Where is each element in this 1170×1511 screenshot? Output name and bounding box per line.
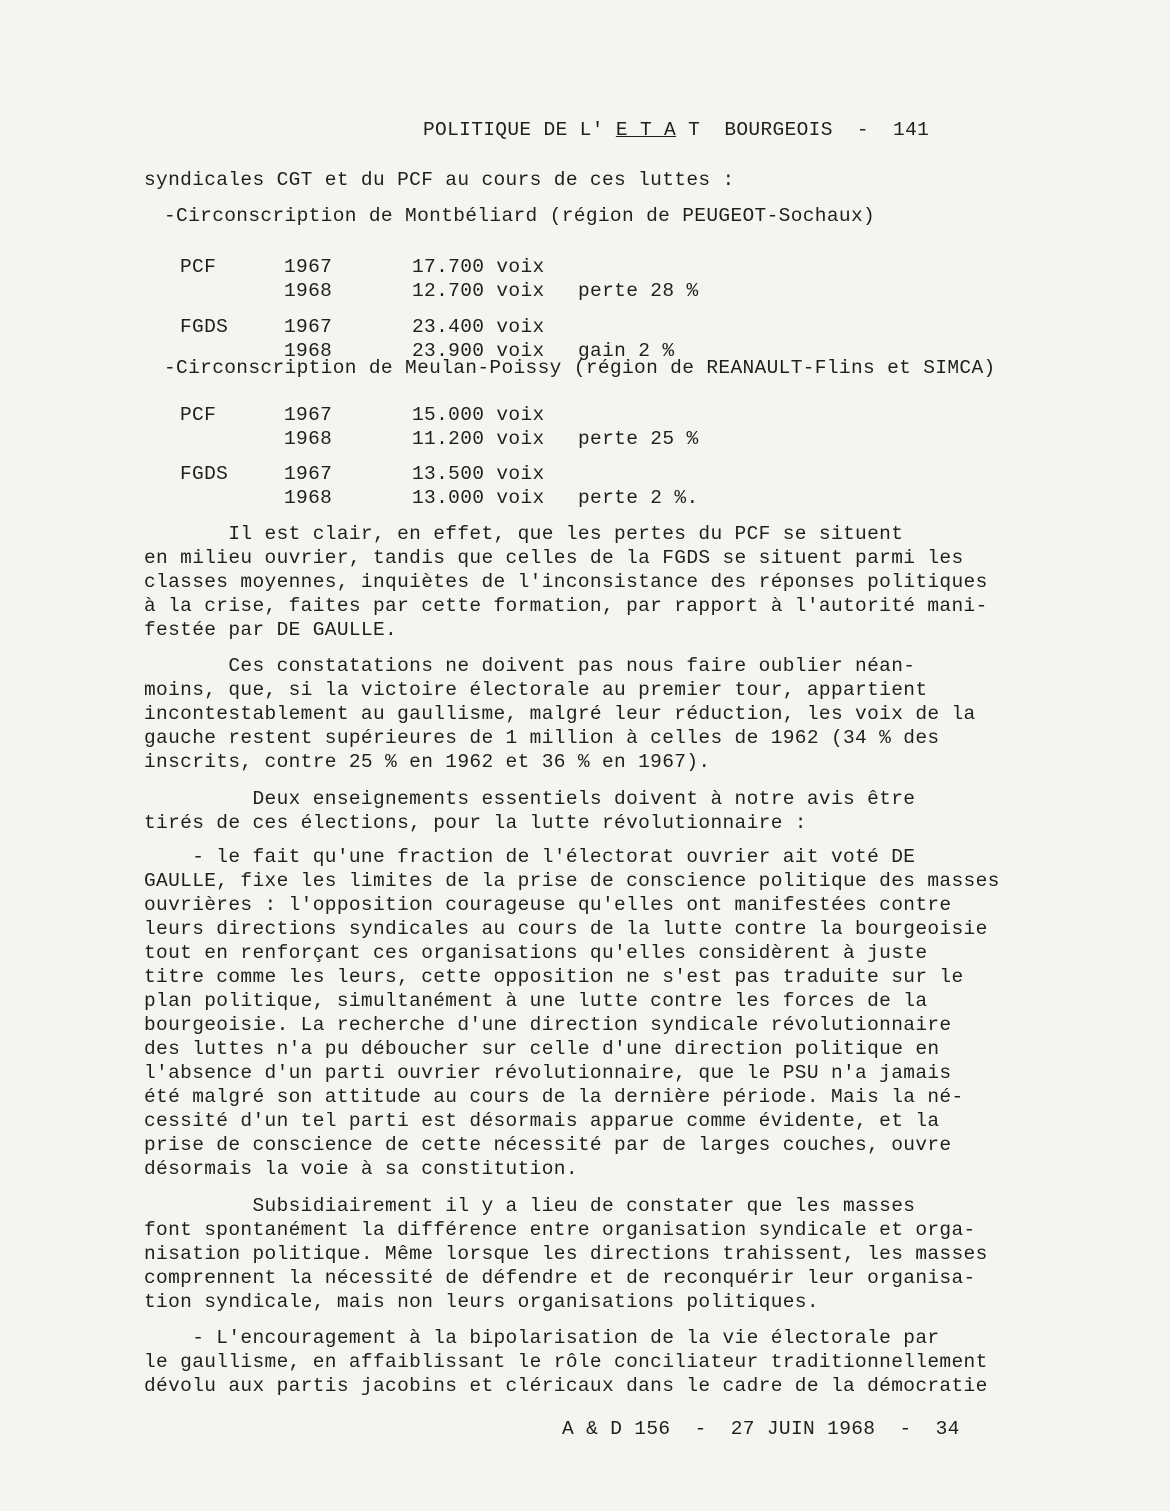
body-line: Il est clair, en effet, que les pertes du PCF se situent [144, 523, 904, 545]
year-cell: 1967 [284, 404, 333, 426]
body-line: Subsidiairement il y a lieu de constater que les masses [144, 1195, 916, 1217]
body-line: à la crise, faites par cette formation, par rapport à l'autorité mani- [144, 595, 988, 617]
page-footer: A & D 156 - 27 JUIN 1968 - 34 [562, 1418, 960, 1440]
body-line: bourgeoisie. La recherche d'une direction syndicale révolutionnaire [144, 1014, 952, 1036]
body-line: tirés de ces élections, pour la lutte révolutionnaire : [144, 812, 807, 834]
body-line: - L'encouragement à la bipolarisation de la vie électorale par [144, 1327, 940, 1349]
year-cell: 1968 [284, 340, 333, 362]
body-line: font spontanément la différence entre organisation syndicale et orga- [144, 1219, 976, 1241]
party-cell: FGDS [180, 316, 229, 338]
party-cell: PCF [180, 404, 217, 426]
year-cell: 1967 [284, 316, 333, 338]
party-cell: PCF [180, 256, 217, 278]
body-line: cessité d'un tel parti est désormais apparue comme évidente, et la [144, 1110, 940, 1132]
body-line: Ces constatations ne doivent pas nous faire oublier néan- [144, 655, 916, 677]
header-post: T BOURGEOIS - 141 [676, 119, 930, 141]
body-line: des luttes n'a pu déboucher sur celle d'une direction politique en [144, 1038, 940, 1060]
year-cell: 1967 [284, 256, 333, 278]
votes-cell: 23.400 voix [412, 316, 545, 338]
intro-line: syndicales CGT et du PCF au cours de ces luttes : [144, 169, 735, 191]
page-header [423, 118, 929, 142]
body-line: tout en renforçant ces organisations qu'elles considèrent à juste [144, 942, 928, 964]
votes-cell: 15.000 voix [412, 404, 545, 426]
change-cell: gain 2 % [578, 340, 675, 362]
body-line: moins, que, si la victoire électorale au premier tour, appartient [144, 679, 928, 701]
body-line: GAULLE, fixe les limites de la prise de conscience politique des masses [144, 870, 1000, 892]
body-line: inscrits, contre 25 % en 1962 et 36 % en 1967). [144, 751, 711, 773]
year-cell: 1968 [284, 428, 333, 450]
body-line: en milieu ouvrier, tandis que celles de la FGDS se situent parmi les [144, 547, 964, 569]
body-line: titre comme les leurs, cette opposition ne s'est pas traduite sur le [144, 966, 964, 988]
body-line: nisation politique. Même lorsque les directions trahissent, les masses [144, 1243, 988, 1265]
year-cell: 1968 [284, 280, 333, 302]
body-line: dévolu aux partis jacobins et cléricaux dans le cadre de la démocratie [144, 1375, 988, 1397]
body-line: été malgré son attitude au cours de la dernière période. Mais la né- [144, 1086, 964, 1108]
votes-cell: 13.500 voix [412, 463, 545, 485]
year-cell: 1967 [284, 463, 333, 485]
body-line: comprennent la nécessité de défendre et de reconquérir leur organisa- [144, 1267, 976, 1289]
body-line: le gaullisme, en affaiblissant le rôle conciliateur traditionnellement [144, 1351, 988, 1373]
votes-cell: 11.200 voix [412, 428, 545, 450]
party-cell: FGDS [180, 463, 229, 485]
votes-cell: 13.000 voix [412, 487, 545, 509]
change-cell: perte 25 % [578, 428, 699, 450]
votes-cell: 17.700 voix [412, 256, 545, 278]
body-line: festée par DE GAULLE. [144, 619, 398, 641]
body-line: Deux enseignements essentiels doivent à notre avis être [144, 788, 916, 810]
body-line: l'absence d'un parti ouvrier révolutionnaire, que le PSU n'a jamais [144, 1062, 952, 1084]
header-pre: POLITIQUE DE L' [423, 119, 616, 141]
body-line: classes moyennes, inquiètes de l'inconsistance des réponses politiques [144, 571, 988, 593]
body-line: leurs directions syndicales au cours de la lutte contre la bourgeoisie [144, 918, 988, 940]
body-line: ouvrières : l'opposition courageuse qu'elles ont manifestées contre [144, 894, 952, 916]
section-title: -Circonscription de Meulan-Poissy (région de REANAULT-Flins et SIMCA) [164, 357, 996, 379]
body-line: gauche restent supérieures de 1 million à celles de 1962 (34 % des [144, 727, 940, 749]
body-line: plan politique, simultanément à une lutte contre les forces de la [144, 990, 928, 1012]
votes-cell: 12.700 voix [412, 280, 545, 302]
year-cell: 1968 [284, 487, 333, 509]
votes-cell: 23.900 voix [412, 340, 545, 362]
body-line: incontestablement au gaullisme, malgré leur réduction, les voix de la [144, 703, 976, 725]
body-line: tion syndicale, mais non leurs organisations politiques. [144, 1291, 819, 1313]
header-etat: E T A [615, 119, 677, 141]
change-cell: perte 28 % [578, 280, 699, 302]
body-line: - le fait qu'une fraction de l'électorat ouvrier ait voté DE [144, 846, 916, 868]
section-title: -Circonscription de Montbéliard (région de PEUGEOT-Sochaux) [164, 205, 876, 227]
body-line: désormais la voie à sa constitution. [144, 1158, 578, 1180]
body-line: prise de conscience de cette nécessité par de larges couches, ouvre [144, 1134, 952, 1156]
change-cell: perte 2 %. [578, 487, 699, 509]
